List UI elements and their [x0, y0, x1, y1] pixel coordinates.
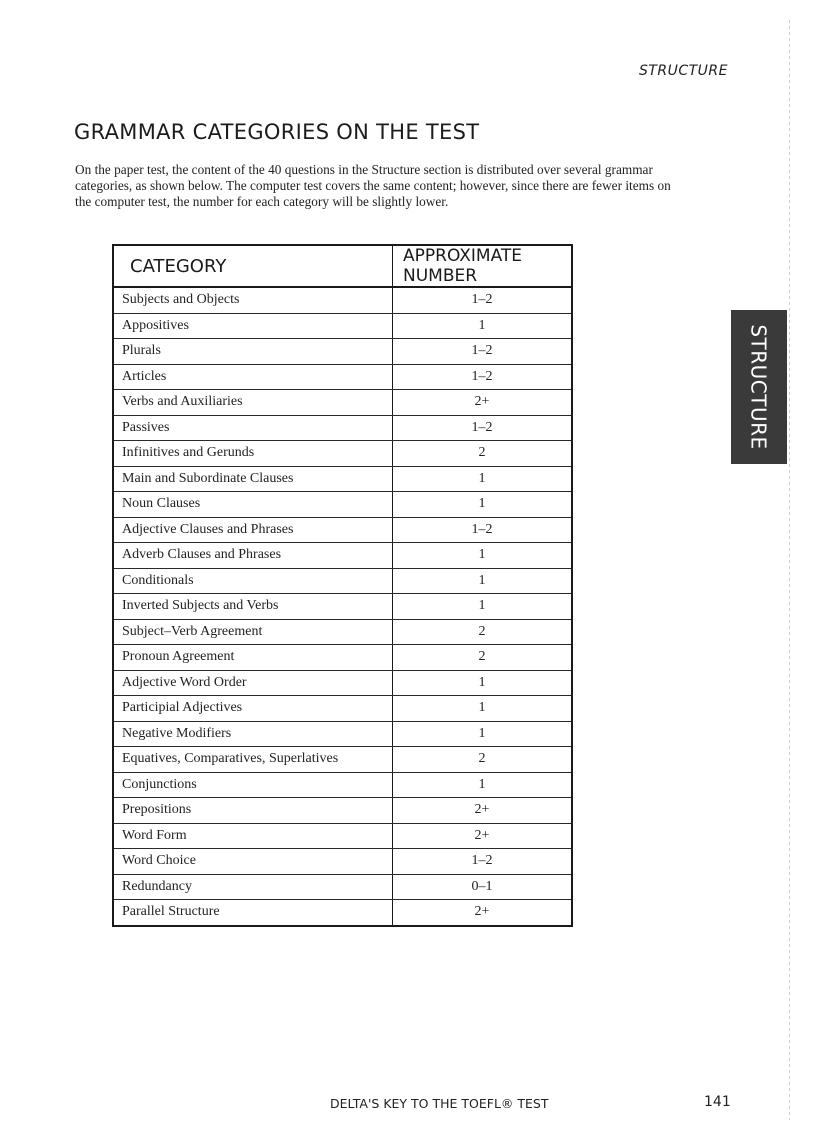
- number-cell: 2: [393, 619, 573, 645]
- table-row: [113, 287, 572, 313]
- category-cell: Adjective Clauses and Phrases: [113, 517, 393, 543]
- table-row: [113, 441, 572, 467]
- category-cell: Inverted Subjects and Verbs: [113, 594, 393, 620]
- number-cell: 2+: [393, 823, 573, 849]
- table-row: [113, 313, 572, 339]
- number-cell: 1: [393, 594, 573, 620]
- table-row: [113, 645, 572, 671]
- table-row: [113, 823, 572, 849]
- number-cell: 1–2: [393, 517, 573, 543]
- category-cell: Word Choice: [113, 849, 393, 875]
- table-row: [113, 492, 572, 518]
- table-row: [113, 339, 572, 365]
- number-cell: 2+: [393, 900, 573, 926]
- category-cell: Negative Modifiers: [113, 721, 393, 747]
- category-cell: Passives: [113, 415, 393, 441]
- number-cell: 1–2: [393, 339, 573, 365]
- number-cell: 1–2: [393, 287, 573, 313]
- category-cell: Articles: [113, 364, 393, 390]
- table-row: [113, 466, 572, 492]
- table-row: [113, 543, 572, 569]
- table-row: [113, 721, 572, 747]
- number-cell: 1–2: [393, 364, 573, 390]
- number-cell: 1: [393, 721, 573, 747]
- number-cell: 1: [393, 543, 573, 569]
- running-head: STRUCTURE: [638, 63, 728, 79]
- table-row: [113, 874, 572, 900]
- number-cell: 1: [393, 696, 573, 722]
- number-cell: 2+: [393, 390, 573, 416]
- table-header-row: [113, 245, 572, 287]
- table-row: [113, 619, 572, 645]
- grammar-categories-table: [112, 244, 573, 927]
- number-cell: 2: [393, 645, 573, 671]
- category-cell: Main and Subordinate Clauses: [113, 466, 393, 492]
- table-row: [113, 798, 572, 824]
- category-cell: Infinitives and Gerunds: [113, 441, 393, 467]
- section-side-tab: [731, 310, 787, 464]
- number-cell: 2: [393, 747, 573, 773]
- number-cell: 1–2: [393, 849, 573, 875]
- number-cell: 1: [393, 568, 573, 594]
- table-row: [113, 772, 572, 798]
- table-row: [113, 415, 572, 441]
- table-row: [113, 568, 572, 594]
- category-column-header: CATEGORY: [113, 245, 393, 287]
- footer-title: DELTA'S KEY TO THE TOEFL® TEST: [330, 1096, 549, 1111]
- number-cell: 1–2: [393, 415, 573, 441]
- category-cell: Pronoun Agreement: [113, 645, 393, 671]
- side-tab-label: STRUCTURE: [747, 324, 771, 450]
- intro-paragraph: On the paper test, the content of the 40 questions in the Structure section is distributed over several grammar categories, as shown below. The computer test covers the same content; however, since there are fewer items on the computer test, the number for each category will be slightly lower.: [75, 162, 671, 209]
- number-cell: 1: [393, 772, 573, 798]
- category-cell: Adjective Word Order: [113, 670, 393, 696]
- table-row: [113, 849, 572, 875]
- category-cell: Prepositions: [113, 798, 393, 824]
- table-body: [113, 287, 572, 926]
- table-row: [113, 696, 572, 722]
- table-row: [113, 900, 572, 926]
- number-cell: 1: [393, 492, 573, 518]
- table-row: [113, 747, 572, 773]
- page-number: 141: [704, 1094, 731, 1110]
- category-cell: Noun Clauses: [113, 492, 393, 518]
- table-row: [113, 670, 572, 696]
- number-cell: 2+: [393, 798, 573, 824]
- table-row: [113, 364, 572, 390]
- number-cell: 0–1: [393, 874, 573, 900]
- category-cell: Verbs and Auxiliaries: [113, 390, 393, 416]
- number-column-header: APPROXIMATE NUMBER: [393, 245, 573, 287]
- number-cell: 1: [393, 466, 573, 492]
- number-cell: 2: [393, 441, 573, 467]
- page-edge-line: [789, 20, 790, 1120]
- table-row: [113, 390, 572, 416]
- category-cell: Redundancy: [113, 874, 393, 900]
- table-row: [113, 517, 572, 543]
- category-cell: Equatives, Comparatives, Superlatives: [113, 747, 393, 773]
- category-cell: Appositives: [113, 313, 393, 339]
- category-cell: Word Form: [113, 823, 393, 849]
- category-cell: Adverb Clauses and Phrases: [113, 543, 393, 569]
- number-cell: 1: [393, 313, 573, 339]
- table-row: [113, 594, 572, 620]
- page-title: GRAMMAR CATEGORIES ON THE TEST: [74, 120, 480, 144]
- category-cell: Subject–Verb Agreement: [113, 619, 393, 645]
- number-cell: 1: [393, 670, 573, 696]
- category-cell: Parallel Structure: [113, 900, 393, 926]
- category-cell: Plurals: [113, 339, 393, 365]
- category-cell: Participial Adjectives: [113, 696, 393, 722]
- category-cell: Conjunctions: [113, 772, 393, 798]
- category-cell: Conditionals: [113, 568, 393, 594]
- category-cell: Subjects and Objects: [113, 287, 393, 313]
